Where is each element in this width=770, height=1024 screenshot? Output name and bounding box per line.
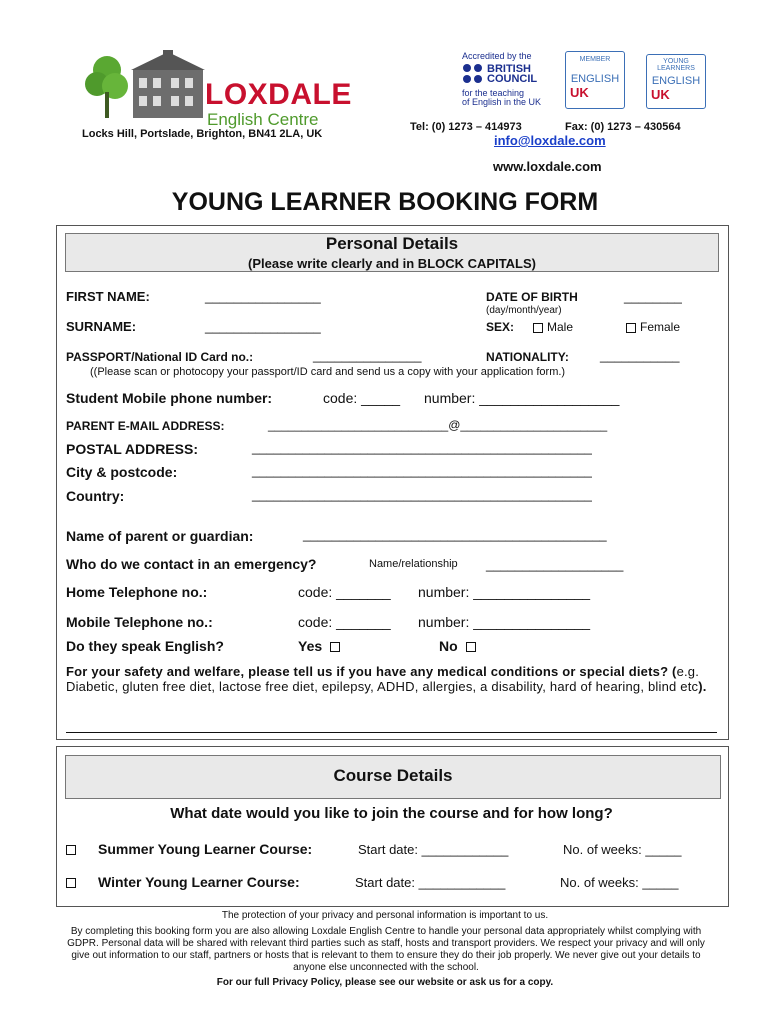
- nationality-label: NATIONALITY:: [486, 350, 569, 364]
- country-label: Country:: [66, 488, 125, 504]
- emergency-contact-field[interactable]: ___________________: [486, 557, 624, 572]
- passport-note: ((Please scan or photocopy your passport/ID card and send us a copy with your application form.): [90, 366, 566, 378]
- first-name-label: FIRST NAME:: [66, 289, 150, 304]
- mobile-telephone-code[interactable]: code: _______: [298, 614, 391, 630]
- parent-guardian-field[interactable]: __________________________________________: [303, 527, 607, 542]
- home-telephone-number[interactable]: number: _______________: [418, 584, 591, 600]
- yes-checkbox-icon[interactable]: [330, 642, 340, 652]
- winter-start-date[interactable]: Start date: ____________: [355, 875, 506, 890]
- postal-address-field[interactable]: _______________________________________________: [252, 440, 592, 455]
- fax: Fax: (0) 1273 – 430564: [565, 121, 681, 133]
- nationality-field[interactable]: ___________: [600, 348, 680, 363]
- parent-guardian-label: Name of parent or guardian:: [66, 528, 254, 544]
- telephone: Tel: (0) 1273 – 414973: [410, 121, 522, 133]
- summer-weeks[interactable]: No. of weeks: _____: [563, 842, 682, 857]
- winter-weeks[interactable]: No. of weeks: _____: [560, 875, 679, 890]
- speak-english-no-option[interactable]: No: [439, 638, 480, 654]
- student-mobile-number[interactable]: number: __________________: [424, 390, 620, 406]
- speak-english-label: Do they speak English?: [66, 638, 224, 654]
- email-link[interactable]: info@loxdale.com: [494, 133, 606, 148]
- course-details-heading: Course Details: [333, 766, 453, 785]
- personal-details-heading: Personal Details: [325, 234, 459, 253]
- no-checkbox-icon[interactable]: [466, 642, 476, 652]
- sex-female-option[interactable]: Female: [626, 320, 680, 334]
- medical-conditions-line[interactable]: [66, 732, 717, 733]
- student-mobile-code[interactable]: code: _____: [323, 390, 401, 406]
- emergency-contact-hint: Name/relationship: [369, 558, 458, 570]
- surname-label: SURNAME:: [66, 319, 137, 334]
- school-address: Locks Hill, Portslade, Brighton, BN41 2LA, UK: [82, 128, 323, 140]
- privacy-body: By completing this booking form you are also allowing Loxdale English Centre to handle your personal data appropriately whilst complying with GDPR. Personal data will be shared with relevant third parties such as staff, hosts and transport providers. We respect your privacy and will only give out information to our staff, partners or hosts that is relevant to them to ensure they do their job properly. We never give out your details to anyone else unconnected with the school.: [67, 926, 705, 973]
- passport-field[interactable]: _______________: [313, 348, 422, 363]
- course-question: What date would you like to join the course and for how long?: [170, 805, 613, 822]
- country-field[interactable]: _______________________________________________: [252, 487, 592, 502]
- mobile-telephone-label: Mobile Telephone no.:: [66, 614, 213, 630]
- sex-label: SEX:: [486, 320, 515, 334]
- medical-conditions-question: For your safety and welfare, please tell us if you have any medical conditions or special diets? (e.g. Diabetic, gluten free diet, lactose free diet, epilepsy, ADHD, allergies, a disability, hard of hearing, blind etc).: [66, 664, 707, 694]
- mobile-telephone-number[interactable]: number: _______________: [418, 614, 591, 630]
- female-checkbox-icon[interactable]: [626, 323, 636, 333]
- logo-subtitle: English Centre: [207, 110, 319, 129]
- logo: [85, 48, 352, 129]
- home-telephone-label: Home Telephone no.:: [66, 584, 208, 600]
- summer-start-date[interactable]: Start date: ____________: [358, 842, 509, 857]
- dob-hint: (day/month/year): [486, 305, 562, 316]
- passport-label: PASSPORT/National ID Card no.:: [66, 350, 254, 364]
- privacy-policy-note: For our full Privacy Policy, please see our website or ask us for a copy.: [216, 977, 554, 988]
- logo-name: LOXDALE: [205, 78, 352, 111]
- parent-email-label: PARENT E-MAIL ADDRESS:: [66, 419, 225, 433]
- male-checkbox-icon[interactable]: [533, 323, 543, 333]
- first-name-field[interactable]: ________________: [205, 289, 321, 304]
- summer-course-label: Summer Young Learner Course:: [98, 841, 313, 857]
- dob-field[interactable]: ________: [624, 289, 682, 304]
- speak-english-yes-option[interactable]: Yes: [298, 638, 344, 654]
- emergency-contact-label: Who do we contact in an emergency?: [66, 556, 317, 572]
- student-mobile-label: Student Mobile phone number:: [66, 390, 273, 406]
- postal-address-label: POSTAL ADDRESS:: [66, 441, 198, 457]
- surname-field[interactable]: ________________: [205, 319, 321, 334]
- british-council-dots-icon: [462, 63, 484, 85]
- privacy-intro: The protection of your privacy and personal information is important to us.: [221, 910, 549, 921]
- city-postcode-field[interactable]: _______________________________________________: [252, 463, 592, 478]
- website[interactable]: www.loxdale.com: [493, 159, 602, 174]
- city-postcode-label: City & postcode:: [66, 464, 178, 480]
- winter-course-label: Winter Young Learner Course:: [98, 874, 300, 890]
- home-telephone-code[interactable]: code: _______: [298, 584, 391, 600]
- english-uk-young-learners-badge: YOUNG LEARNERS ENGLISH UK: [646, 54, 706, 109]
- dob-label: DATE OF BIRTH: [486, 290, 578, 304]
- personal-details-subheading: (Please write clearly and in BLOCK CAPITALS): [248, 256, 536, 271]
- british-council-accreditation: Accredited by the BRITISH COUNCIL for the teaching of English in the UK: [462, 51, 542, 107]
- winter-course-checkbox-icon[interactable]: [66, 878, 76, 888]
- form-title: YOUNG LEARNER BOOKING FORM: [171, 188, 599, 216]
- parent-email-field[interactable]: ___________________________@______________________: [268, 418, 608, 432]
- sex-male-option[interactable]: Male: [533, 320, 573, 334]
- english-uk-member-badge: MEMBER ENGLISH UK: [565, 51, 625, 109]
- logo-tree-building-icon: [85, 48, 210, 128]
- summer-course-checkbox-icon[interactable]: [66, 845, 76, 855]
